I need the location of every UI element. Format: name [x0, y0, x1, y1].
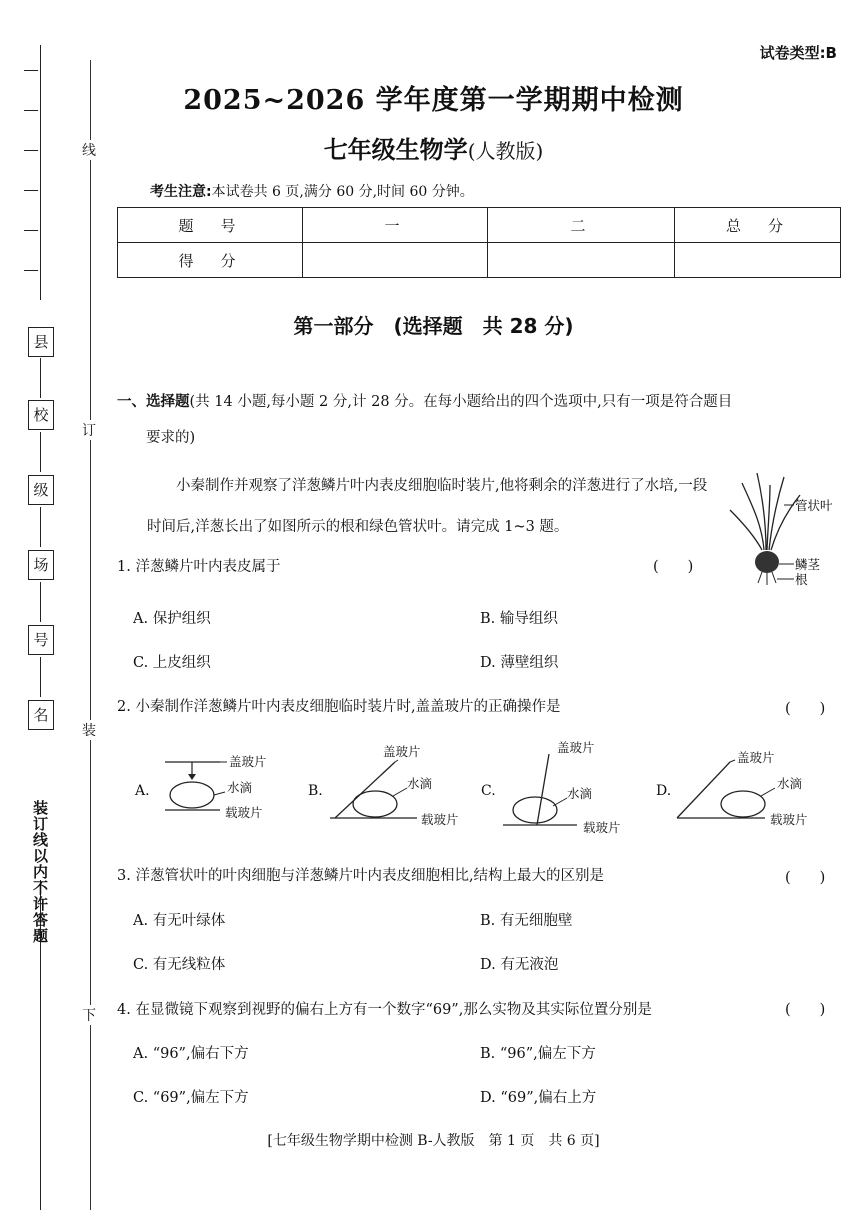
label-bulb: 鳞茎 — [795, 557, 821, 572]
option[interactable]: C. “69”,偏左下方 — [133, 1090, 249, 1106]
water-drop — [721, 791, 765, 817]
score-table — [117, 207, 841, 278]
question-1-stem: 1. 洋葱鳞片叶内表皮属于 — [117, 559, 281, 575]
label-cover: 盖玻片 — [229, 754, 267, 769]
option[interactable]: A. 保护组织 — [133, 611, 211, 627]
water-drop — [513, 797, 557, 823]
section-heading — [117, 381, 842, 423]
sidebar-label-class: 级 — [28, 475, 54, 505]
arrow-head — [188, 774, 196, 780]
label-water: 水滴 — [777, 776, 803, 791]
label-slide: 载玻片 — [225, 805, 263, 820]
water-drop — [353, 791, 397, 817]
cover-glass — [335, 762, 395, 818]
cover-glass — [537, 754, 549, 825]
material-paragraph: 小秦制作并观察了洋葱鳞片叶内表皮细胞临时装片,他将剩余的洋葱进行了水培,一段时间后,洋葱长出了如图所示的根和绿色管状叶。请完成 1~3 题。 — [147, 478, 708, 535]
option[interactable]: A. “96”,偏右下方 — [133, 1046, 249, 1062]
leader-line — [395, 760, 398, 762]
exam-subtitle — [0, 130, 867, 165]
leaf-stroke — [730, 510, 762, 550]
score-blank[interactable] — [675, 243, 841, 278]
binding-word: 装 — [82, 720, 96, 740]
label-water: 水滴 — [407, 776, 433, 791]
answer-paren[interactable]: ( ) — [653, 559, 694, 575]
sidebar-label-number: 号 — [28, 625, 54, 655]
answer-paren[interactable]: ( ) — [785, 870, 826, 886]
sidebar-dash — [24, 270, 38, 271]
page-footer: [七年级生物学期中检测 B-人教版 第 1 页 共 6 页] — [267, 1133, 600, 1149]
score-cell: 得 分 — [118, 243, 303, 278]
leaf-stroke — [769, 477, 784, 550]
score-cell: 二 — [488, 208, 675, 243]
section-label: 一、选择题 — [117, 394, 190, 410]
sidebar-rule — [40, 358, 41, 398]
sidebar-rule — [40, 507, 41, 547]
leader-line — [393, 788, 407, 796]
label-water: 水滴 — [227, 780, 253, 795]
label-cover: 盖玻片 — [557, 740, 595, 755]
part-title: 第一部分 (选择题 共 28 分) — [293, 314, 574, 338]
root — [758, 572, 762, 583]
paper-type: 试卷类型:B — [759, 44, 837, 62]
sidebar-dash — [24, 70, 38, 71]
option[interactable]: C. 上皮组织 — [133, 655, 211, 671]
diagram-letter: C. — [481, 783, 496, 799]
score-cell: 题 号 — [118, 208, 303, 243]
diagram-letter: D. — [656, 783, 672, 799]
section-text-cont: 要求的) — [146, 430, 196, 446]
answer-paren[interactable]: ( ) — [785, 701, 826, 717]
binding-word: 下 — [82, 1005, 96, 1025]
notice-text: 本试卷共 6 页,满分 60 分,时间 60 分钟。 — [211, 184, 474, 200]
notice-label: 考生注意: — [150, 184, 212, 200]
binding-word: 线 — [82, 140, 96, 160]
sidebar-rule — [40, 657, 41, 697]
sidebar-label-room: 场 — [28, 550, 54, 580]
label-slide: 载玻片 — [421, 812, 459, 827]
option[interactable]: B. 有无细胞壁 — [480, 913, 573, 929]
option[interactable]: A. 有无叶绿体 — [133, 913, 226, 929]
sidebar-rule — [40, 432, 41, 472]
sidebar-dash — [24, 230, 38, 231]
question-2-stem: 2. 小秦制作洋葱鳞片叶内表皮细胞临时装片时,盖盖玻片的正确操作是 — [117, 699, 561, 715]
onion-figure — [722, 465, 842, 590]
answer-paren[interactable]: ( ) — [785, 1002, 826, 1018]
option[interactable]: B. 输导组织 — [480, 611, 558, 627]
option[interactable]: C. 有无线粒体 — [133, 957, 226, 973]
leader-line — [553, 798, 567, 806]
subject-name: 七年级生物学 — [323, 136, 468, 164]
score-table-row — [118, 243, 841, 278]
section-text: (共 14 小题,每小题 2 分,计 28 分。在每小题给出的四个选项中,只有一项是符合题目 — [189, 394, 733, 410]
option[interactable]: D. 薄壁组织 — [480, 655, 559, 671]
question-3-stem: 3. 洋葱管状叶的叶肉细胞与洋葱鳞片叶内表皮细胞相比,结构上最大的区别是 — [117, 868, 605, 884]
water-drop — [170, 782, 214, 808]
score-cell: 一 — [303, 208, 488, 243]
score-table-header — [118, 208, 841, 243]
seal-notice: 装订线以内不许答题 — [31, 800, 49, 944]
sidebar-label-county: 县 — [28, 327, 54, 357]
diagram-letter: A. — [135, 783, 150, 799]
binding-line — [90, 60, 91, 1210]
question-4-stem: 4. 在显微镜下观察到视野的偏右上方有一个数字“69”,那么实物及其实际位置分别是 — [117, 1002, 652, 1018]
leader-line — [214, 792, 225, 795]
cover-glass — [677, 762, 730, 818]
sidebar-label-school: 校 — [28, 400, 54, 430]
option[interactable]: D. “69”,偏右上方 — [480, 1090, 597, 1106]
binding-word: 订 — [82, 420, 96, 440]
label-leaf: 管状叶 — [795, 498, 833, 513]
label-root: 根 — [795, 572, 808, 587]
leader-line — [761, 788, 775, 796]
score-blank[interactable] — [303, 243, 488, 278]
leader-line — [730, 760, 735, 762]
label-cover: 盖玻片 — [383, 744, 421, 759]
coverslip-diagrams — [125, 740, 845, 835]
label-slide: 载玻片 — [583, 820, 621, 835]
label-slide: 载玻片 — [770, 812, 808, 827]
sidebar-label-name: 名 — [28, 700, 54, 730]
diagram-letter: B. — [308, 783, 323, 799]
leaf-stroke — [757, 473, 766, 550]
exam-title: 2025~2026 学年度第一学期期中检测 — [183, 85, 684, 116]
sidebar-dash — [24, 190, 38, 191]
label-cover: 盖玻片 — [737, 750, 775, 765]
label-water: 水滴 — [567, 786, 593, 801]
score-cell: 总 分 — [675, 208, 841, 243]
candidate-notice — [150, 181, 474, 201]
score-blank[interactable] — [488, 243, 675, 278]
option[interactable]: B. “96”,偏左下方 — [480, 1046, 596, 1062]
edition: (人教版) — [467, 139, 544, 163]
bulb — [755, 551, 779, 573]
option[interactable]: D. 有无液泡 — [480, 957, 559, 973]
root — [772, 572, 776, 583]
sidebar-rule — [40, 582, 41, 622]
